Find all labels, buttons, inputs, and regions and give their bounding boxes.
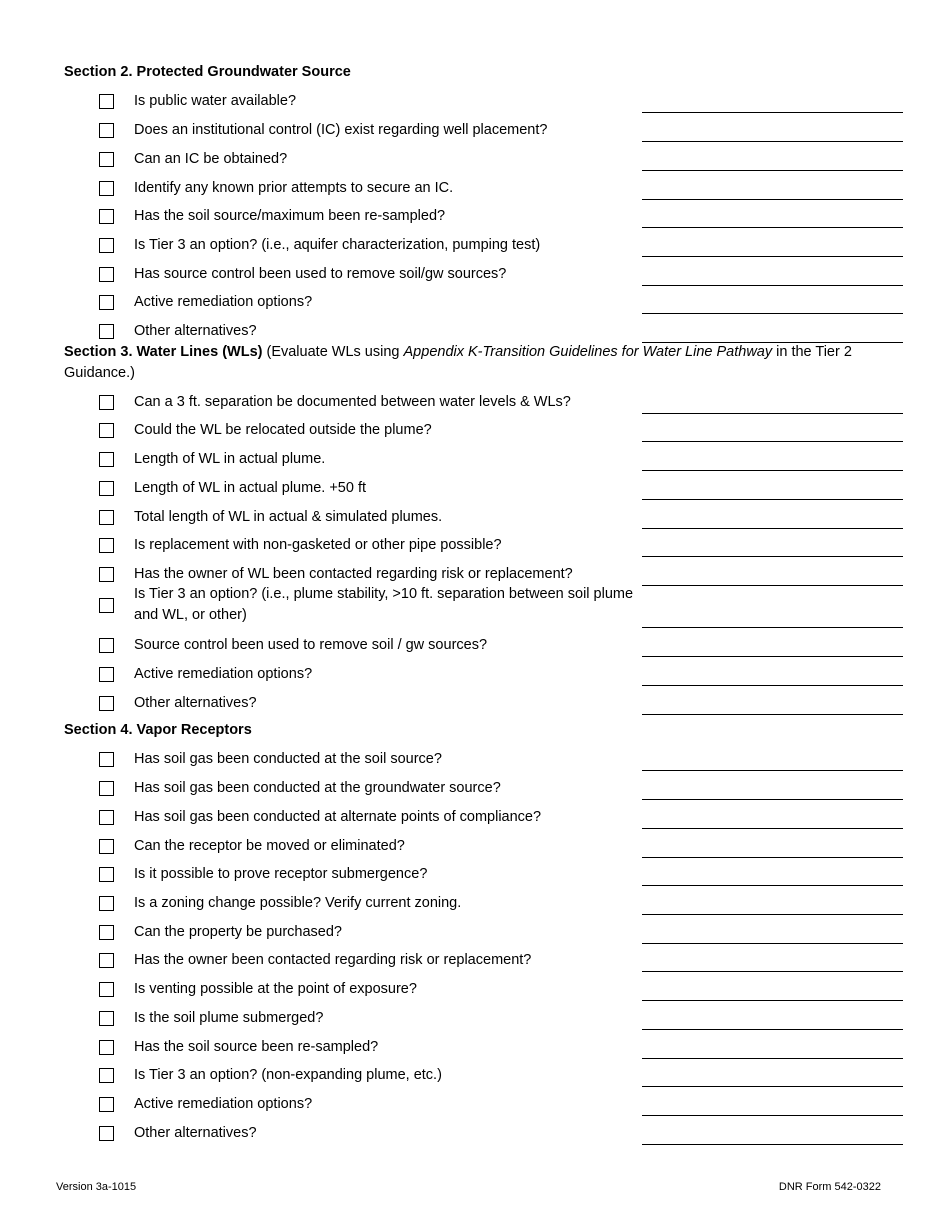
answer-line[interactable] [642, 112, 903, 113]
answer-line[interactable] [642, 470, 903, 471]
question-text: Is the soil plume submerged? [134, 1009, 324, 1026]
answer-line[interactable] [642, 170, 903, 171]
checkbox[interactable] [99, 238, 114, 253]
answer-line[interactable] [642, 857, 903, 858]
question-text: Has the soil source been re-sampled? [134, 1038, 379, 1055]
question-text: Length of WL in actual plume. [134, 450, 326, 467]
checkbox[interactable] [99, 567, 114, 582]
checkbox[interactable] [99, 810, 114, 825]
checkbox[interactable] [99, 598, 114, 613]
answer-line[interactable] [642, 714, 903, 715]
answer-line[interactable] [642, 685, 903, 686]
question-text: Is Tier 3 an option? (i.e., aquifer characterization, pumping test) [134, 236, 541, 253]
section-4-title: Section 4. Vapor Receptors [64, 722, 252, 738]
question-text: Active remediation options? [134, 1095, 313, 1112]
version-label: Version 3a-1015 [56, 1181, 137, 1193]
answer-line[interactable] [642, 499, 903, 500]
question-text: Is venting possible at the point of exposure? [134, 980, 417, 997]
question-text: Other alternatives? [134, 1124, 257, 1141]
checkbox[interactable] [99, 423, 114, 438]
answer-line[interactable] [642, 1029, 903, 1030]
checkbox[interactable] [99, 638, 114, 653]
checkbox[interactable] [99, 538, 114, 553]
question-text: Does an institutional control (IC) exist regarding well placement? [134, 121, 548, 138]
checkbox[interactable] [99, 510, 114, 525]
answer-line[interactable] [642, 885, 903, 886]
question-text: Has soil gas been conducted at the soil source? [134, 750, 442, 767]
question-text: Is Tier 3 an option? (non-expanding plume, etc.) [134, 1066, 442, 1083]
question-text: Source control been used to remove soil / gw sources? [134, 636, 488, 653]
answer-line[interactable] [642, 627, 903, 628]
checkbox[interactable] [99, 267, 114, 282]
checkbox[interactable] [99, 1097, 114, 1112]
answer-line[interactable] [642, 227, 903, 228]
question-text: Is it possible to prove receptor submergence? [134, 865, 428, 882]
answer-line[interactable] [642, 441, 903, 442]
question-text: Has soil gas been conducted at alternate points of compliance? [134, 808, 542, 825]
checkbox[interactable] [99, 181, 114, 196]
section-3-intro-pre: (Evaluate WLs using [262, 344, 404, 360]
checkbox[interactable] [99, 324, 114, 339]
answer-line[interactable] [642, 256, 903, 257]
checkbox[interactable] [99, 209, 114, 224]
question-text: Is Tier 3 an option? (i.e., plume stability, >10 ft. separation between soil plume and WL, or other) [134, 586, 634, 623]
question-text: Other alternatives? [134, 322, 257, 339]
checkbox[interactable] [99, 1068, 114, 1083]
answer-line[interactable] [642, 313, 903, 314]
answer-line[interactable] [642, 971, 903, 972]
question-text: Total length of WL in actual & simulated plumes. [134, 508, 443, 525]
checkbox[interactable] [99, 481, 114, 496]
answer-line[interactable] [642, 199, 903, 200]
section-3-heading [64, 342, 902, 384]
checkbox[interactable] [99, 953, 114, 968]
section-3-intro-italic: Appendix K-Transition Guidelines for Water Line Pathway [403, 344, 773, 360]
answer-line[interactable] [642, 285, 903, 286]
checkbox[interactable] [99, 667, 114, 682]
checkbox[interactable] [99, 1011, 114, 1026]
question-text: Has the soil source/maximum been re-sampled? [134, 207, 446, 224]
question-text: Active remediation options? [134, 293, 313, 310]
answer-line[interactable] [642, 1058, 903, 1059]
answer-line[interactable] [642, 141, 903, 142]
question-text: Has the owner of WL been contacted regarding risk or replacement? [134, 565, 573, 582]
question-text: Can the receptor be moved or eliminated? [134, 837, 405, 854]
question-text: Is public water available? [134, 92, 297, 109]
checkbox[interactable] [99, 123, 114, 138]
answer-line[interactable] [642, 943, 903, 944]
question-text: Is a zoning change possible? Verify current zoning. [134, 894, 462, 911]
question-text: Can a 3 ft. separation be documented between water levels & WLs? [134, 393, 571, 410]
question-text: Can the property be purchased? [134, 923, 342, 940]
section-2-title: Section 2. Protected Groundwater Source [64, 64, 351, 80]
answer-line[interactable] [642, 528, 903, 529]
section-3-intro-post: in the Tier 2 Guidance.) [64, 344, 852, 381]
question-text: Identify any known prior attempts to secure an IC. [134, 179, 454, 196]
question-text: Has source control been used to remove soil/gw sources? [134, 265, 507, 282]
answer-line[interactable] [642, 1144, 903, 1145]
checkbox[interactable] [99, 152, 114, 167]
answer-line[interactable] [642, 413, 903, 414]
checkbox[interactable] [99, 982, 114, 997]
checkbox[interactable] [99, 395, 114, 410]
answer-line[interactable] [642, 656, 903, 657]
question-text: Other alternatives? [134, 694, 257, 711]
answer-line[interactable] [642, 770, 903, 771]
answer-line[interactable] [642, 799, 903, 800]
question-text: Active remediation options? [134, 665, 313, 682]
section-4-heading [64, 720, 902, 741]
answer-line[interactable] [642, 1000, 903, 1001]
question-text: Can an IC be obtained? [134, 150, 288, 167]
checkbox[interactable] [99, 1126, 114, 1141]
answer-line[interactable] [642, 1086, 903, 1087]
checkbox[interactable] [99, 925, 114, 940]
section-3-title: Section 3. Water Lines (WLs) [64, 344, 263, 360]
checkbox[interactable] [99, 452, 114, 467]
checkbox[interactable] [99, 295, 114, 310]
checkbox[interactable] [99, 1040, 114, 1055]
checkbox[interactable] [99, 781, 114, 796]
checkbox[interactable] [99, 867, 114, 882]
answer-line[interactable] [642, 1115, 903, 1116]
question-text: Has the owner been contacted regarding risk or replacement? [134, 951, 532, 968]
answer-line[interactable] [642, 828, 903, 829]
question-text: Has soil gas been conducted at the groundwater source? [134, 779, 501, 796]
section-2-heading [64, 62, 902, 83]
answer-line[interactable] [642, 914, 903, 915]
checkbox[interactable] [99, 896, 114, 911]
question-text: Could the WL be relocated outside the plume? [134, 421, 432, 438]
form-number: DNR Form 542-0322 [778, 1181, 881, 1193]
answer-line[interactable] [642, 556, 903, 557]
question-text: Length of WL in actual plume. +50 ft [134, 479, 367, 496]
answer-line[interactable] [642, 585, 903, 586]
checkbox[interactable] [99, 839, 114, 854]
checkbox[interactable] [99, 752, 114, 767]
checkbox[interactable] [99, 94, 114, 109]
checkbox[interactable] [99, 696, 114, 711]
question-text: Is replacement with non-gasketed or other pipe possible? [134, 536, 502, 553]
